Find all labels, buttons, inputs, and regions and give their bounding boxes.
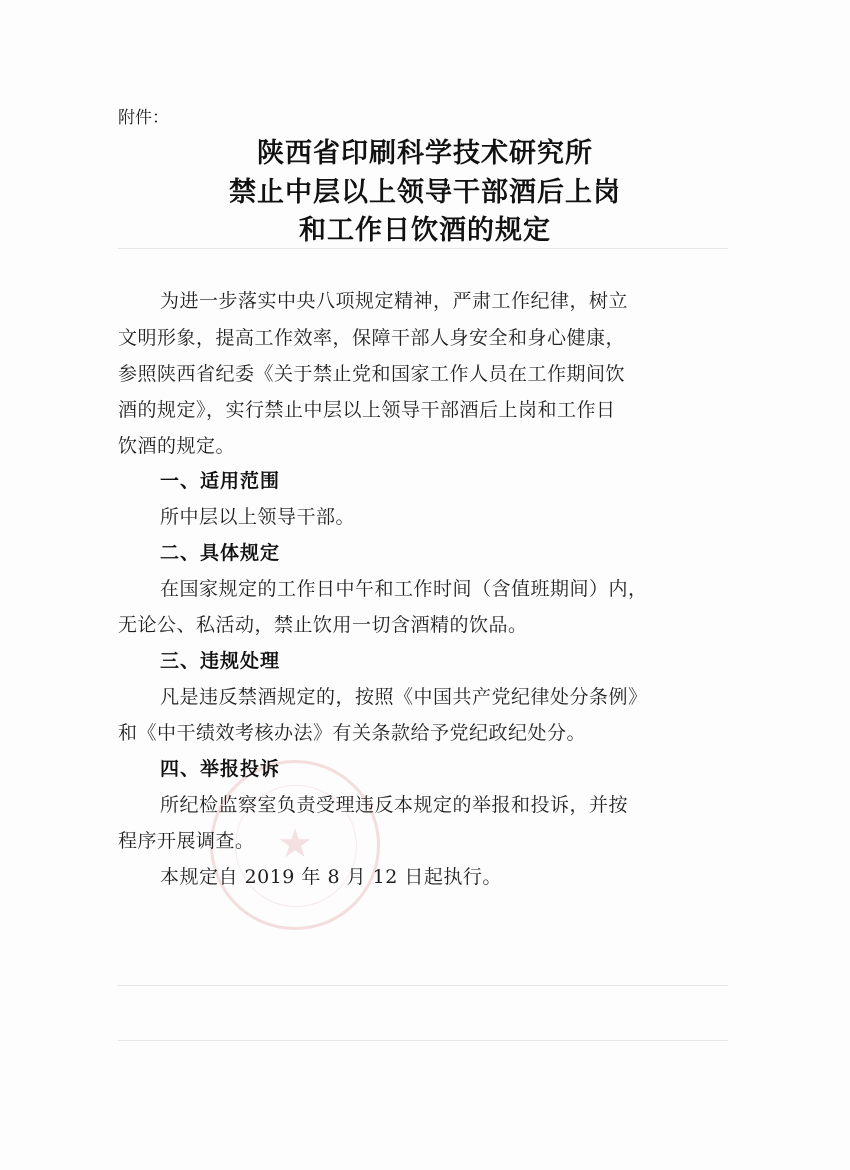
section-line: 在国家规定的工作日中午和工作时间（含值班期间）内， [160, 578, 648, 600]
section-heading-rules: 二、具体规定 [160, 542, 281, 564]
show-through-line [118, 248, 728, 249]
section-line: 程序开展调查。 [118, 830, 255, 852]
document-title-line-1: 陕西省印刷科学技术研究所 [257, 138, 593, 169]
attachment-label: 附件： [118, 108, 169, 128]
show-through-line [118, 985, 728, 986]
intro-line: 饮酒的规定。 [118, 435, 236, 457]
official-seal-icon: ★ [210, 760, 380, 930]
section-line: 和《中干绩效考核办法》有关条款给予党纪政纪处分。 [118, 722, 587, 744]
document-title-line-3: 和工作日饮酒的规定 [299, 215, 551, 246]
intro-line: 参照陕西省纪委《关于禁止党和国家工作人员在工作期间饮 [118, 363, 626, 385]
show-through-line [118, 1040, 728, 1041]
section-line: 所纪检监察室负责受理违反本规定的举报和投诉，并按 [160, 794, 629, 816]
intro-line: 文明形象，提高工作效率，保障干部人身安全和身心健康， [118, 327, 626, 349]
intro-line: 酒的规定》，实行禁止中层以上领导干部酒后上岗和工作日 [118, 399, 616, 421]
section-heading-scope: 一、适用范围 [160, 470, 281, 492]
document-title-line-2: 禁止中层以上领导干部酒后上岗 [229, 177, 621, 208]
section-heading-reporting: 四、举报投诉 [160, 758, 281, 780]
section-heading-violations: 三、违规处理 [160, 650, 281, 672]
section-line: 所中层以上领导干部。 [160, 506, 356, 528]
section-line: 无论公、私活动，禁止饮用一切含酒精的饮品。 [118, 614, 528, 636]
effective-date-line: 本规定自 2019 年 8 月 12 日起执行。 [160, 866, 502, 888]
section-line: 凡是违反禁酒规定的，按照《中国共产党纪律处分条例》 [160, 686, 648, 708]
intro-line: 为进一步落实中央八项规定精神，严肃工作纪律，树立 [160, 290, 629, 312]
